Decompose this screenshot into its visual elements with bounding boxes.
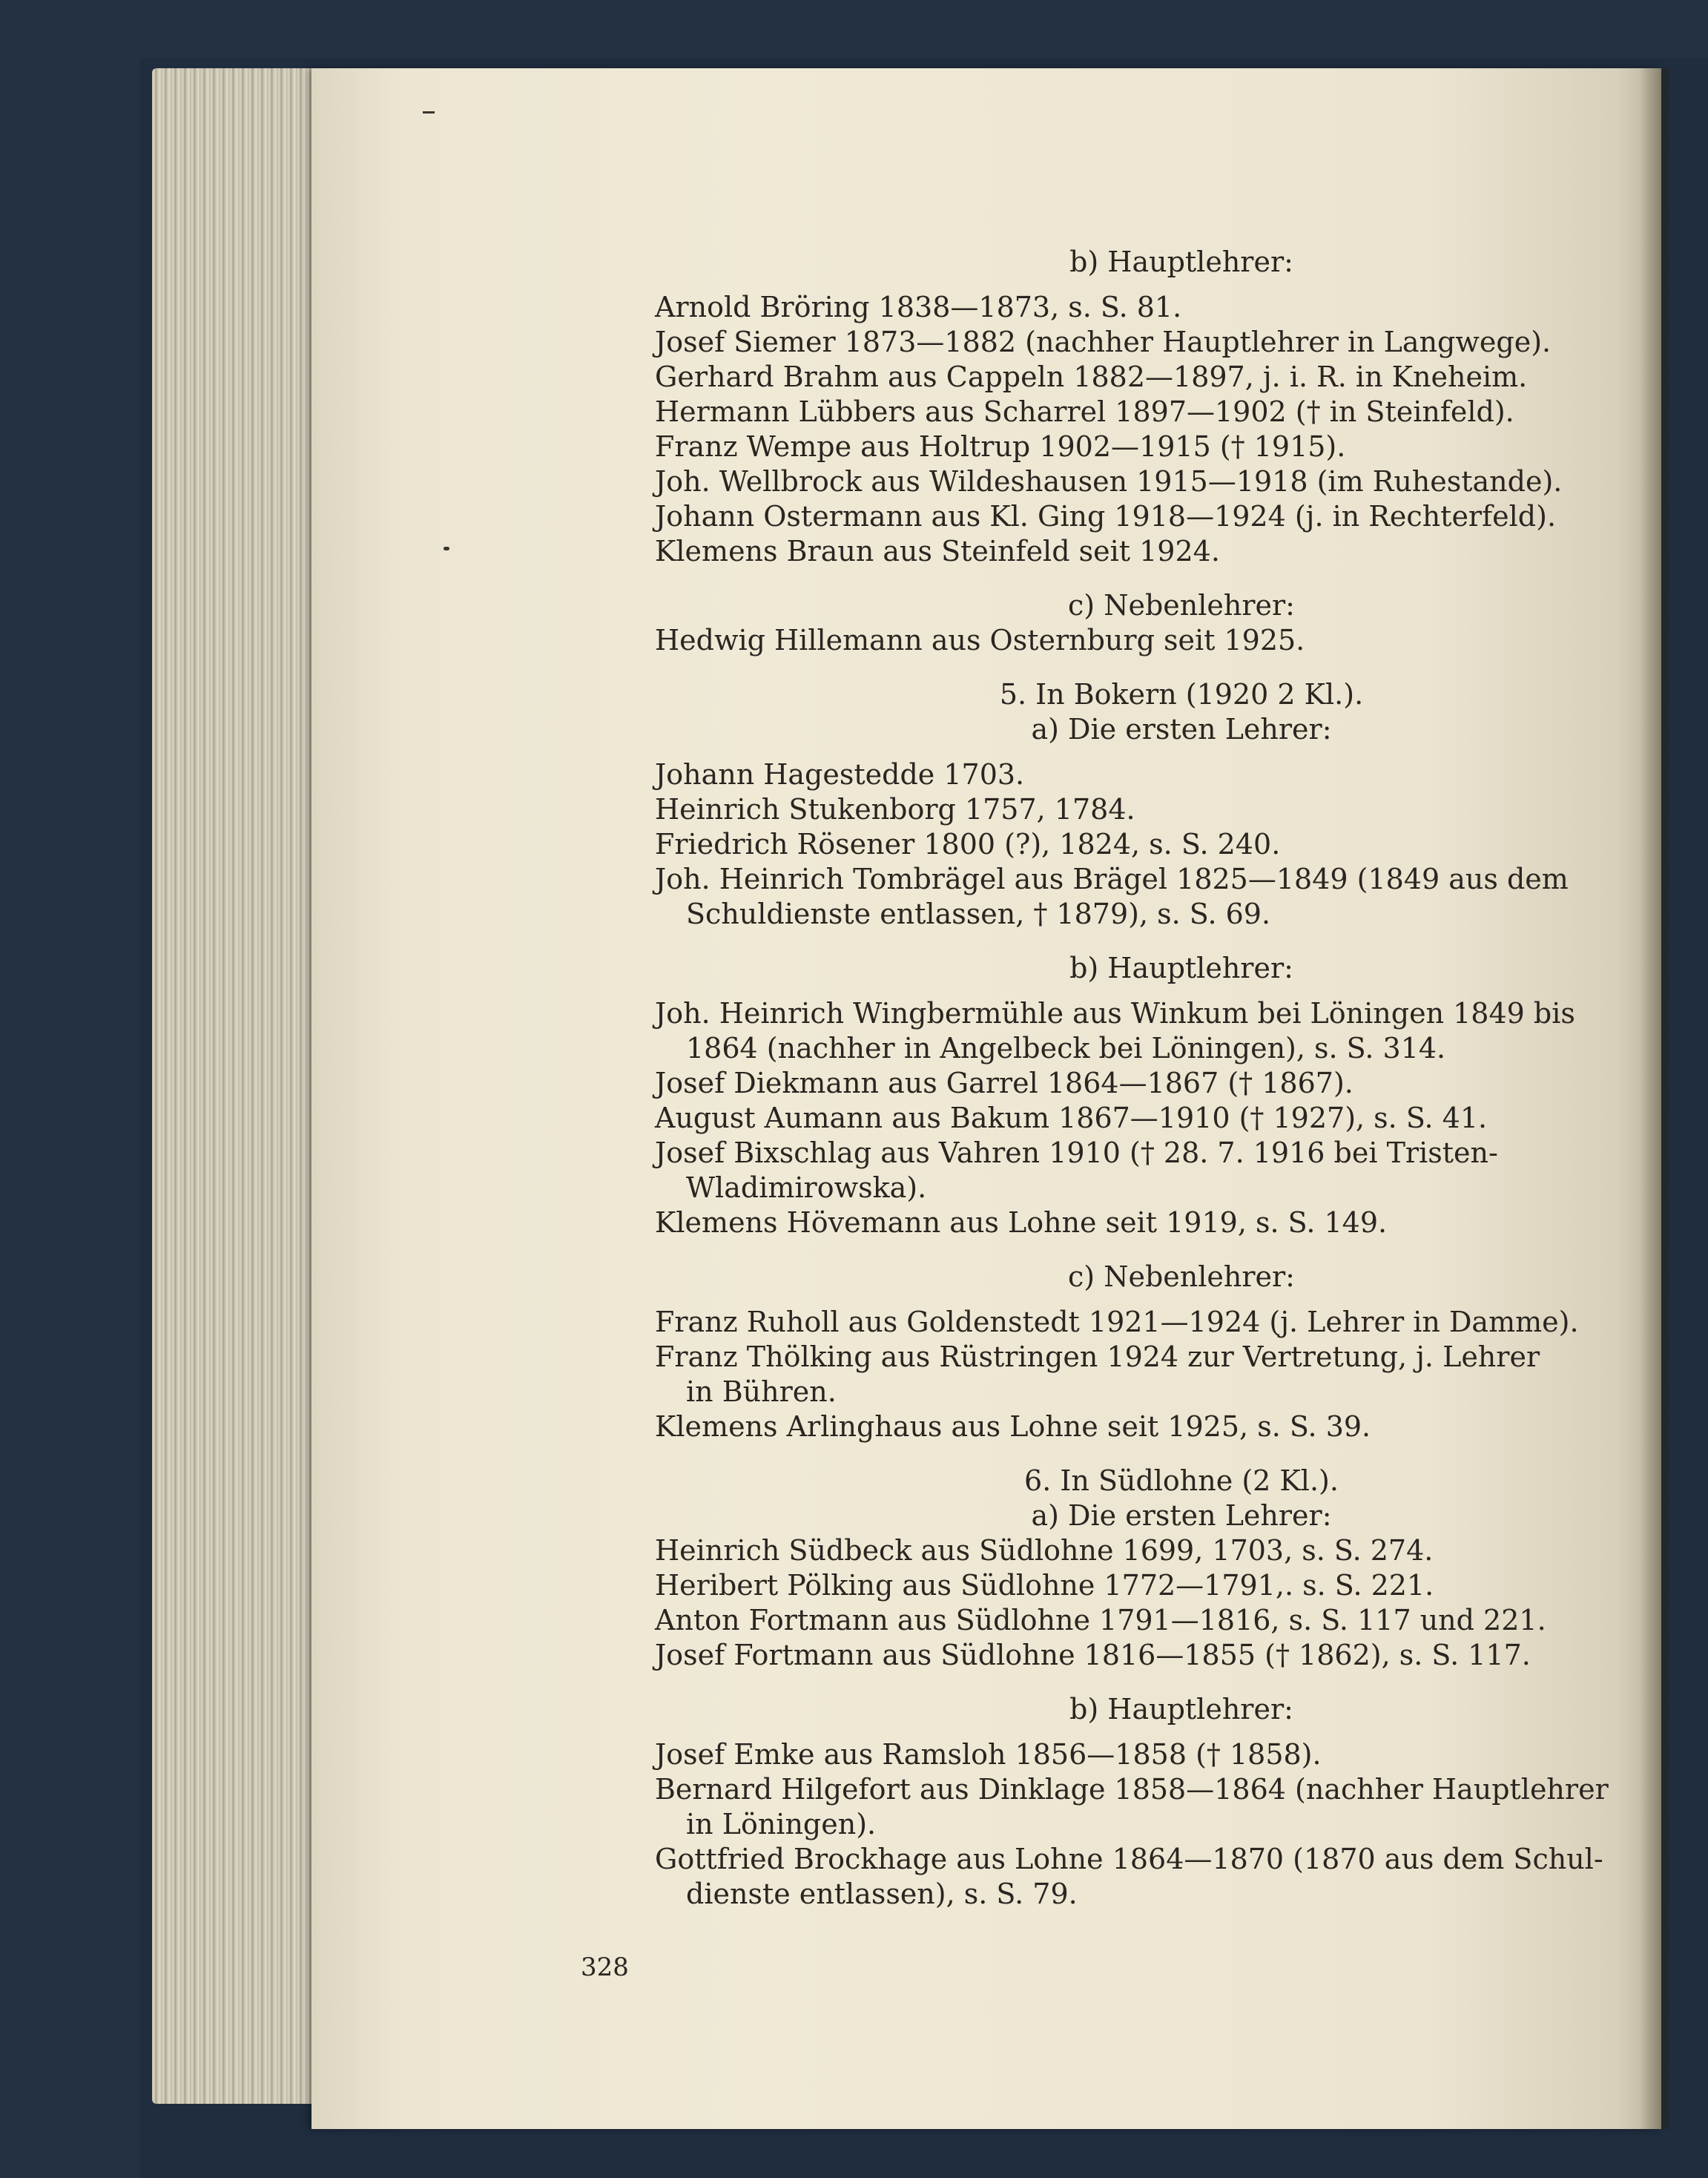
- list-item: Joh. Heinrich Wingbermühle aus Winkum bei Löningen 1849 bis: [655, 997, 1575, 1030]
- list-item: August Aumann aus Bakum 1867—1910 († 1927), s. S. 41.: [655, 1102, 1488, 1134]
- list-item: Josef Siemer 1873—1882 (nachher Hauptlehrer in Langwege).: [655, 326, 1552, 358]
- list-item: Klemens Braun aus Steinfeld seit 1924.: [655, 535, 1220, 567]
- list-item: Josef Bixschlag aus Vahren 1910 († 28. 7. 1916 bei Tristen-: [655, 1136, 1498, 1169]
- list-item-continuation: in Bühren.: [686, 1375, 837, 1408]
- list-item-continuation: in Löningen).: [686, 1808, 877, 1840]
- list-item: Joh. Heinrich Tombrägel aus Brägel 1825—1849 (1849 aus dem: [655, 863, 1569, 895]
- list-item: Franz Ruholl aus Goldenstedt 1921—1924 (j. Lehrer in Damme).: [655, 1306, 1579, 1338]
- list-item: Heinrich Südbeck aus Südlohne 1699, 1703, s. S. 274.: [655, 1534, 1434, 1567]
- section-heading: b) Hauptlehrer:: [1069, 952, 1293, 984]
- pencil-mark: [423, 111, 435, 113]
- list-item: Johann Ostermann aus Kl. Ging 1918—1924 (j. in Rechterfeld).: [655, 500, 1557, 533]
- list-item: Arnold Bröring 1838—1873, s. S. 81.: [655, 291, 1182, 323]
- page-number: 328: [581, 1952, 629, 1982]
- list-item: Heribert Pölking aus Südlohne 1772—1791,. s. S. 221.: [655, 1569, 1434, 1602]
- list-item: Klemens Hövemann aus Lohne seit 1919, s. S. 149.: [655, 1206, 1388, 1239]
- list-item: Joh. Wellbrock aus Wildeshausen 1915—1918 (im Ruhestande).: [655, 465, 1563, 498]
- list-item: Hermann Lübbers aus Scharrel 1897—1902 († in Steinfeld).: [655, 395, 1514, 428]
- section-heading: b) Hauptlehrer:: [1069, 246, 1293, 278]
- list-item: Heinrich Stukenborg 1757, 1784.: [655, 793, 1135, 826]
- list-item-continuation: Wladimirowska).: [686, 1171, 927, 1204]
- list-item: Friedrich Rösener 1800 (?), 1824, s. S. 240.: [655, 828, 1281, 861]
- list-item: Franz Wempe aus Holtrup 1902—1915 († 1915).: [655, 430, 1346, 463]
- section-heading: a) Die ersten Lehrer:: [1031, 1499, 1332, 1532]
- list-item: Hedwig Hillemann aus Osternburg seit 1925.: [655, 624, 1305, 657]
- list-item-continuation: Schuldienste entlassen, † 1879), s. S. 69.: [686, 898, 1271, 930]
- list-item: Gerhard Brahm aus Cappeln 1882—1897, j. i. R. in Kneheim.: [655, 361, 1528, 393]
- section-heading: c) Nebenlehrer:: [1068, 1260, 1295, 1293]
- pencil-mark: [444, 547, 449, 550]
- gutter-shadow: [1639, 68, 1669, 2129]
- section-heading: a) Die ersten Lehrer:: [1031, 713, 1332, 746]
- list-item: Franz Thölking aus Rüstringen 1924 zur Vertretung, j. Lehrer: [655, 1340, 1540, 1373]
- list-item: Bernard Hilgefort aus Dinklage 1858—1864 (nachher Hauptlehrer: [655, 1773, 1609, 1806]
- list-item: Josef Diekmann aus Garrel 1864—1867 († 1867).: [655, 1067, 1353, 1099]
- section-title: 6. In Südlohne (2 Kl.).: [1024, 1464, 1339, 1497]
- list-item: Johann Hagestedde 1703.: [655, 758, 1025, 791]
- list-item: Anton Fortmann aus Südlohne 1791—1816, s. S. 117 und 221.: [655, 1604, 1546, 1636]
- list-item: Josef Fortmann aus Südlohne 1816—1855 († 1862), s. S. 117.: [655, 1639, 1531, 1671]
- section-heading: b) Hauptlehrer:: [1069, 1693, 1293, 1725]
- section-title: 5. In Bokern (1920 2 Kl.).: [999, 678, 1364, 711]
- list-item-continuation: 1864 (nachher in Angelbeck bei Löningen), s. S. 314.: [686, 1032, 1446, 1065]
- list-item: Klemens Arlinghaus aus Lohne seit 1925, s. S. 39.: [655, 1410, 1371, 1443]
- page-edges: [152, 68, 323, 2104]
- list-item-continuation: dienste entlassen), s. S. 79.: [686, 1878, 1078, 1910]
- list-item: Gottfried Brockhage aus Lohne 1864—1870 (1870 aus dem Schul-: [655, 1843, 1603, 1875]
- text-block: [655, 245, 1609, 1912]
- section-heading: c) Nebenlehrer:: [1068, 589, 1295, 622]
- list-item: Josef Emke aus Ramsloh 1856—1858 († 1858).: [655, 1738, 1322, 1771]
